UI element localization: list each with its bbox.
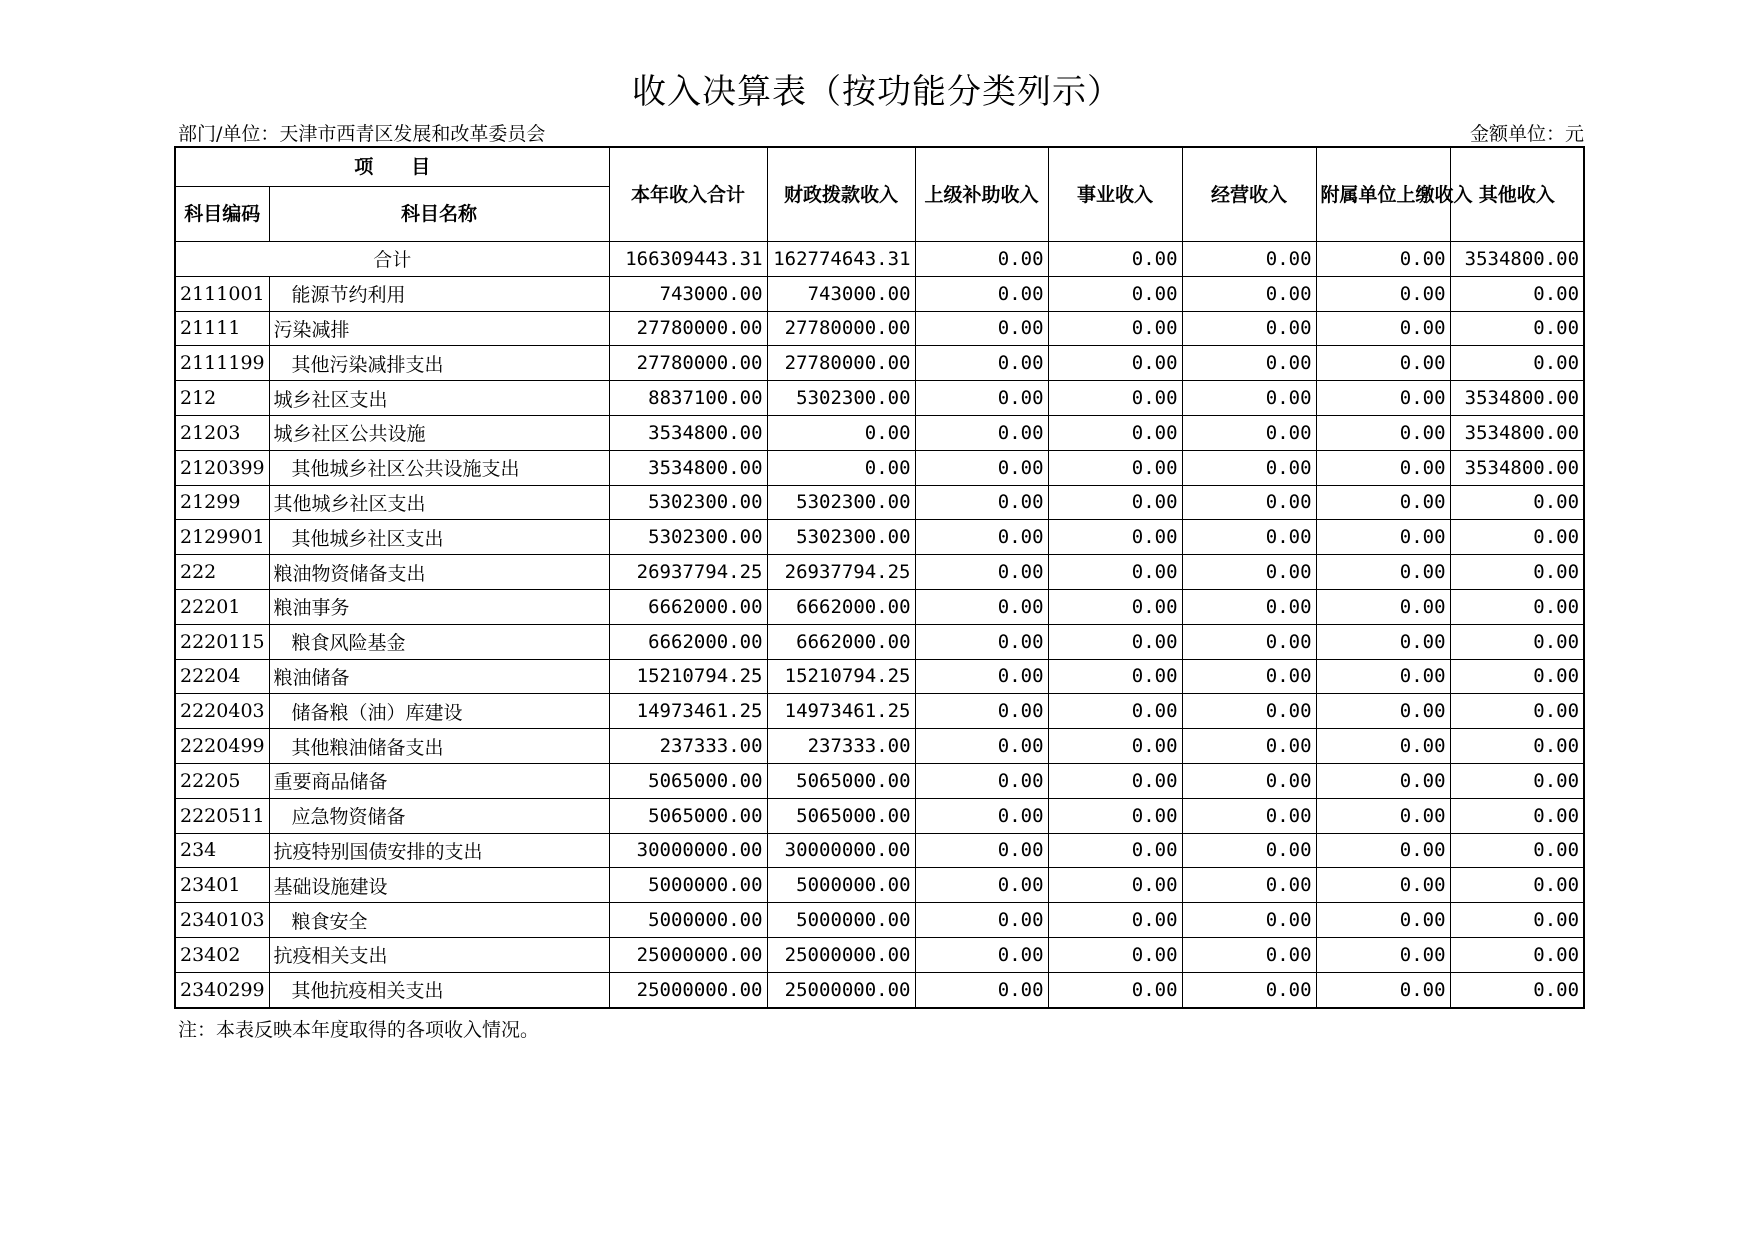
table-row <box>175 450 1584 485</box>
amount-cell: 5065000.00 <box>609 798 767 833</box>
amount-cell: 0.00 <box>1182 450 1316 485</box>
subject-name: 粮油储备 <box>269 659 609 694</box>
amount-cell: 3534800.00 <box>1450 381 1584 416</box>
amount-cell: 27780000.00 <box>609 311 767 346</box>
subject-code: 21111 <box>175 311 269 346</box>
amount-cell: 0.00 <box>915 659 1048 694</box>
amount-cell: 0.00 <box>915 903 1048 938</box>
subject-code: 2220403 <box>175 694 269 729</box>
subject-name: 抗疫特别国债安排的支出 <box>269 833 609 868</box>
header-affiliated-income: 附属单位上缴收入 <box>1316 147 1450 242</box>
amount-cell: 0.00 <box>1182 520 1316 555</box>
amount-cell: 0.00 <box>1316 520 1450 555</box>
subject-code: 2120399 <box>175 450 269 485</box>
total-value: 0.00 <box>1316 242 1450 277</box>
amount-cell: 0.00 <box>1316 903 1450 938</box>
total-value: 0.00 <box>1048 242 1182 277</box>
amount-cell: 0.00 <box>1182 415 1316 450</box>
subject-code: 2111001 <box>175 276 269 311</box>
subject-code: 2220115 <box>175 624 269 659</box>
amount-cell: 5000000.00 <box>609 903 767 938</box>
report-title: 收入决算表（按功能分类列示） <box>632 72 1122 112</box>
amount-cell: 0.00 <box>1182 763 1316 798</box>
amount-cell: 0.00 <box>1182 833 1316 868</box>
amount-cell: 0.00 <box>915 450 1048 485</box>
subject-code: 23401 <box>175 868 269 903</box>
amount-cell: 14973461.25 <box>767 694 915 729</box>
amount-cell: 0.00 <box>1450 972 1584 1007</box>
amount-cell: 0.00 <box>1048 589 1182 624</box>
amount-cell: 743000.00 <box>609 276 767 311</box>
subject-code: 23402 <box>175 937 269 972</box>
amount-cell: 15210794.25 <box>767 659 915 694</box>
amount-cell: 25000000.00 <box>609 972 767 1007</box>
amount-cell: 5302300.00 <box>609 485 767 520</box>
amount-cell: 0.00 <box>1316 485 1450 520</box>
amount-cell: 0.00 <box>1450 729 1584 764</box>
subject-name: 储备粮（油）库建设 <box>269 694 609 729</box>
amount-cell: 0.00 <box>1316 937 1450 972</box>
table-row <box>175 659 1584 694</box>
amount-cell: 27780000.00 <box>767 346 915 381</box>
amount-cell: 0.00 <box>1450 520 1584 555</box>
subject-name: 重要商品储备 <box>269 763 609 798</box>
amount-cell: 14973461.25 <box>609 694 767 729</box>
subject-code: 222 <box>175 555 269 590</box>
amount-cell: 0.00 <box>1450 276 1584 311</box>
amount-cell: 0.00 <box>1316 450 1450 485</box>
total-value: 0.00 <box>915 242 1048 277</box>
amount-cell: 27780000.00 <box>609 346 767 381</box>
amount-cell: 0.00 <box>915 972 1048 1007</box>
amount-cell: 743000.00 <box>767 276 915 311</box>
subject-code: 22205 <box>175 763 269 798</box>
amount-cell: 0.00 <box>1182 381 1316 416</box>
subject-code: 2340299 <box>175 972 269 1007</box>
amount-cell: 30000000.00 <box>609 833 767 868</box>
subject-code: 234 <box>175 833 269 868</box>
amount-cell: 0.00 <box>1182 972 1316 1007</box>
amount-cell: 30000000.00 <box>767 833 915 868</box>
amount-cell: 3534800.00 <box>609 415 767 450</box>
amount-cell: 0.00 <box>1316 381 1450 416</box>
subject-name: 粮食安全 <box>269 903 609 938</box>
amount-cell: 0.00 <box>1048 937 1182 972</box>
amount-cell: 0.00 <box>1316 972 1450 1007</box>
amount-cell: 0.00 <box>1048 346 1182 381</box>
amount-cell: 0.00 <box>1316 659 1450 694</box>
department-label: 部门/单位：天津市西青区发展和改革委员会 <box>178 123 546 145</box>
table-row <box>175 381 1584 416</box>
header-item: 项 目 <box>175 147 609 187</box>
amount-cell: 0.00 <box>767 450 915 485</box>
amount-cell: 27780000.00 <box>767 311 915 346</box>
amount-cell: 0.00 <box>1048 520 1182 555</box>
total-row <box>175 242 1584 277</box>
subject-name: 其他污染减排支出 <box>269 346 609 381</box>
amount-cell: 0.00 <box>1316 833 1450 868</box>
amount-cell: 0.00 <box>1316 346 1450 381</box>
amount-cell: 0.00 <box>1316 763 1450 798</box>
table-row <box>175 798 1584 833</box>
amount-cell: 0.00 <box>1316 555 1450 590</box>
amount-cell: 0.00 <box>1182 694 1316 729</box>
amount-cell: 0.00 <box>915 415 1048 450</box>
subject-name: 其他城乡社区支出 <box>269 485 609 520</box>
amount-cell: 0.00 <box>1048 798 1182 833</box>
amount-cell: 5302300.00 <box>767 520 915 555</box>
amount-cell: 0.00 <box>1048 381 1182 416</box>
amount-cell: 0.00 <box>915 868 1048 903</box>
amount-cell: 8837100.00 <box>609 381 767 416</box>
amount-cell: 0.00 <box>1048 450 1182 485</box>
table-row <box>175 555 1584 590</box>
amount-cell: 0.00 <box>915 763 1048 798</box>
amount-cell: 0.00 <box>1450 659 1584 694</box>
subject-code: 22201 <box>175 589 269 624</box>
amount-cell: 0.00 <box>1048 311 1182 346</box>
amount-cell: 0.00 <box>1316 729 1450 764</box>
amount-cell: 0.00 <box>1182 659 1316 694</box>
amount-cell: 5302300.00 <box>767 485 915 520</box>
header-other-income: 其他收入 <box>1450 147 1584 242</box>
amount-cell: 237333.00 <box>609 729 767 764</box>
amount-cell: 0.00 <box>915 555 1048 590</box>
total-value: 3534800.00 <box>1450 242 1584 277</box>
total-value: 0.00 <box>1182 242 1316 277</box>
amount-cell: 0.00 <box>1048 972 1182 1007</box>
amount-cell: 0.00 <box>1048 415 1182 450</box>
amount-cell: 0.00 <box>1316 624 1450 659</box>
amount-cell: 0.00 <box>915 833 1048 868</box>
subject-name: 基础设施建设 <box>269 868 609 903</box>
amount-cell: 0.00 <box>1048 276 1182 311</box>
header-superior-subsidy: 上级补助收入 <box>915 147 1048 242</box>
subject-name: 其他粮油储备支出 <box>269 729 609 764</box>
amount-cell: 0.00 <box>1316 589 1450 624</box>
amount-cell: 0.00 <box>1182 798 1316 833</box>
table-row <box>175 833 1584 868</box>
amount-cell: 3534800.00 <box>1450 450 1584 485</box>
amount-cell: 25000000.00 <box>609 937 767 972</box>
subject-code: 2111199 <box>175 346 269 381</box>
amount-cell: 0.00 <box>767 415 915 450</box>
amount-cell: 6662000.00 <box>609 624 767 659</box>
table-row <box>175 868 1584 903</box>
amount-cell: 0.00 <box>1450 624 1584 659</box>
amount-cell: 0.00 <box>915 798 1048 833</box>
header-business-income: 事业收入 <box>1048 147 1182 242</box>
amount-cell: 0.00 <box>1182 903 1316 938</box>
amount-cell: 3534800.00 <box>1450 415 1584 450</box>
subject-code: 22204 <box>175 659 269 694</box>
table-row <box>175 589 1584 624</box>
amount-cell: 0.00 <box>1316 694 1450 729</box>
header-name: 科目名称 <box>269 187 609 242</box>
amount-cell: 0.00 <box>1048 903 1182 938</box>
amount-cell: 0.00 <box>1182 311 1316 346</box>
amount-cell: 0.00 <box>1450 763 1584 798</box>
total-value: 162774643.31 <box>767 242 915 277</box>
subject-code: 212 <box>175 381 269 416</box>
amount-cell: 25000000.00 <box>767 972 915 1007</box>
header-total-income: 本年收入合计 <box>609 147 767 242</box>
subject-name: 其他城乡社区支出 <box>269 520 609 555</box>
total-label: 合计 <box>175 242 609 277</box>
amount-cell: 5065000.00 <box>767 763 915 798</box>
amount-cell: 0.00 <box>1450 589 1584 624</box>
amount-cell: 5000000.00 <box>609 868 767 903</box>
subject-name: 其他抗疫相关支出 <box>269 972 609 1007</box>
amount-cell: 15210794.25 <box>609 659 767 694</box>
amount-cell: 0.00 <box>1182 346 1316 381</box>
income-table <box>174 146 1585 1009</box>
amount-cell: 0.00 <box>1316 415 1450 450</box>
currency-unit-label: 金额单位：元 <box>1469 123 1584 145</box>
amount-cell: 5302300.00 <box>767 381 915 416</box>
amount-cell: 0.00 <box>1182 729 1316 764</box>
table-row <box>175 311 1584 346</box>
subject-name: 粮油物资储备支出 <box>269 555 609 590</box>
amount-cell: 5065000.00 <box>767 798 915 833</box>
header-fiscal-income: 财政拨款收入 <box>767 147 915 242</box>
amount-cell: 0.00 <box>1048 833 1182 868</box>
amount-cell: 0.00 <box>915 937 1048 972</box>
table-row <box>175 624 1584 659</box>
amount-cell: 0.00 <box>1048 659 1182 694</box>
subject-name: 城乡社区公共设施 <box>269 415 609 450</box>
amount-cell: 237333.00 <box>767 729 915 764</box>
subject-name: 粮食风险基金 <box>269 624 609 659</box>
amount-cell: 25000000.00 <box>767 937 915 972</box>
header-code: 科目编码 <box>175 187 269 242</box>
table-row <box>175 415 1584 450</box>
table-row <box>175 520 1584 555</box>
amount-cell: 0.00 <box>1450 485 1584 520</box>
amount-cell: 0.00 <box>1450 903 1584 938</box>
amount-cell: 0.00 <box>1048 868 1182 903</box>
amount-cell: 3534800.00 <box>609 450 767 485</box>
amount-cell: 26937794.25 <box>767 555 915 590</box>
amount-cell: 0.00 <box>915 485 1048 520</box>
amount-cell: 0.00 <box>915 311 1048 346</box>
table-row <box>175 972 1584 1007</box>
table-row <box>175 763 1584 798</box>
table-row <box>175 694 1584 729</box>
subject-code: 2220511 <box>175 798 269 833</box>
amount-cell: 0.00 <box>915 624 1048 659</box>
amount-cell: 0.00 <box>1450 555 1584 590</box>
subject-code: 2340103 <box>175 903 269 938</box>
table-row <box>175 903 1584 938</box>
footnote: 注：本表反映本年度取得的各项收入情况。 <box>178 1019 540 1041</box>
amount-cell: 0.00 <box>1182 555 1316 590</box>
subject-name: 应急物资储备 <box>269 798 609 833</box>
subject-code: 21203 <box>175 415 269 450</box>
amount-cell: 0.00 <box>1450 937 1584 972</box>
amount-cell: 0.00 <box>1316 868 1450 903</box>
table-row <box>175 485 1584 520</box>
header-operating-income: 经营收入 <box>1182 147 1316 242</box>
amount-cell: 0.00 <box>1048 763 1182 798</box>
amount-cell: 0.00 <box>1048 729 1182 764</box>
amount-cell: 0.00 <box>915 276 1048 311</box>
subject-name: 能源节约利用 <box>269 276 609 311</box>
amount-cell: 0.00 <box>1450 868 1584 903</box>
amount-cell: 0.00 <box>1450 833 1584 868</box>
amount-cell: 0.00 <box>1182 937 1316 972</box>
table-row <box>175 937 1584 972</box>
subject-name: 粮油事务 <box>269 589 609 624</box>
amount-cell: 0.00 <box>915 520 1048 555</box>
amount-cell: 0.00 <box>915 729 1048 764</box>
amount-cell: 0.00 <box>915 694 1048 729</box>
subject-name: 抗疫相关支出 <box>269 937 609 972</box>
amount-cell: 5065000.00 <box>609 763 767 798</box>
amount-cell: 0.00 <box>1182 589 1316 624</box>
amount-cell: 0.00 <box>1048 555 1182 590</box>
subject-code: 21299 <box>175 485 269 520</box>
subject-code: 2129901 <box>175 520 269 555</box>
total-value: 166309443.31 <box>609 242 767 277</box>
subject-name: 其他城乡社区公共设施支出 <box>269 450 609 485</box>
amount-cell: 0.00 <box>1048 485 1182 520</box>
amount-cell: 0.00 <box>1316 276 1450 311</box>
amount-cell: 0.00 <box>1450 798 1584 833</box>
amount-cell: 0.00 <box>1316 798 1450 833</box>
amount-cell: 0.00 <box>1182 868 1316 903</box>
amount-cell: 5000000.00 <box>767 868 915 903</box>
amount-cell: 0.00 <box>1450 311 1584 346</box>
subject-name: 城乡社区支出 <box>269 381 609 416</box>
amount-cell: 0.00 <box>1182 624 1316 659</box>
table-row <box>175 276 1584 311</box>
amount-cell: 6662000.00 <box>609 589 767 624</box>
amount-cell: 0.00 <box>1048 694 1182 729</box>
amount-cell: 5000000.00 <box>767 903 915 938</box>
amount-cell: 0.00 <box>915 346 1048 381</box>
amount-cell: 6662000.00 <box>767 589 915 624</box>
amount-cell: 0.00 <box>1450 694 1584 729</box>
amount-cell: 0.00 <box>1450 346 1584 381</box>
subject-code: 2220499 <box>175 729 269 764</box>
subject-name: 污染减排 <box>269 311 609 346</box>
amount-cell: 0.00 <box>1048 624 1182 659</box>
amount-cell: 26937794.25 <box>609 555 767 590</box>
amount-cell: 0.00 <box>1316 311 1450 346</box>
amount-cell: 0.00 <box>915 589 1048 624</box>
amount-cell: 0.00 <box>1182 485 1316 520</box>
amount-cell: 6662000.00 <box>767 624 915 659</box>
amount-cell: 5302300.00 <box>609 520 767 555</box>
amount-cell: 0.00 <box>1182 276 1316 311</box>
table-row <box>175 346 1584 381</box>
amount-cell: 0.00 <box>915 381 1048 416</box>
table-body <box>175 242 1584 1008</box>
table-row <box>175 729 1584 764</box>
